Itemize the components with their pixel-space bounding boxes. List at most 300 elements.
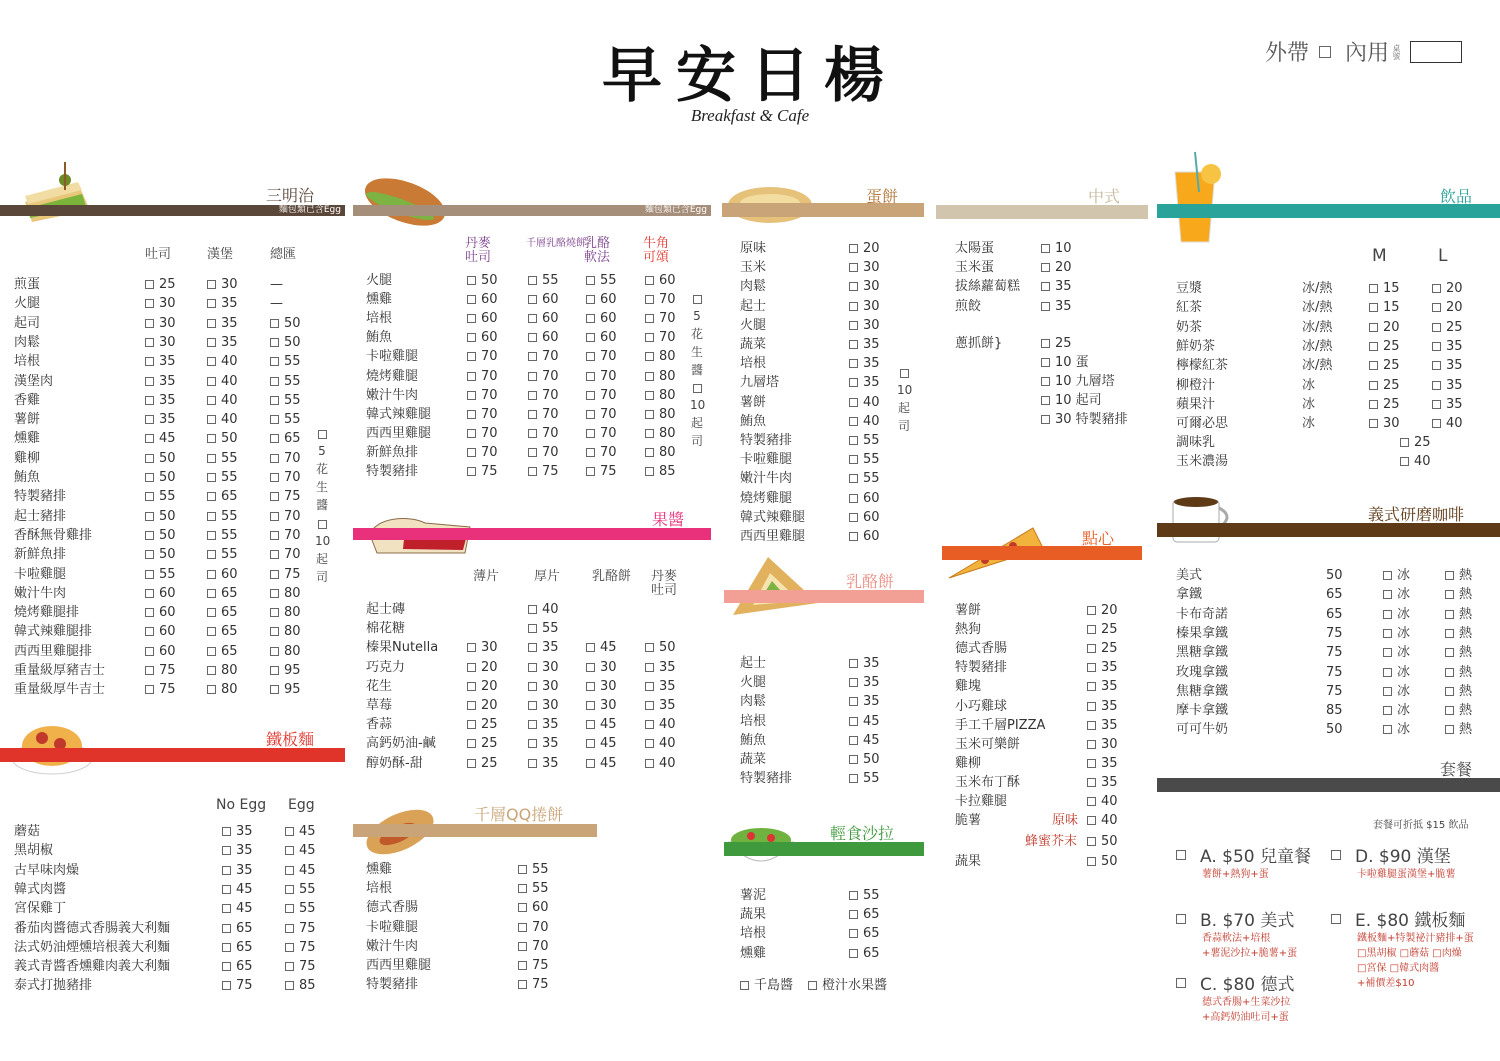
drink-price-m-checkbox[interactable] bbox=[1369, 323, 1378, 332]
sandwich-price[interactable] bbox=[270, 468, 301, 487]
sandwich-price-checkbox[interactable] bbox=[145, 589, 154, 598]
noodle-price-checkbox[interactable] bbox=[285, 866, 294, 875]
sandwich-price[interactable] bbox=[207, 507, 238, 526]
bread-price-checkbox[interactable] bbox=[586, 372, 595, 381]
bread-price-checkbox[interactable] bbox=[586, 276, 595, 285]
sandwich-price-checkbox[interactable] bbox=[207, 396, 216, 405]
jam-price-checkbox[interactable] bbox=[645, 682, 654, 691]
coffee-hot-option-checkbox[interactable] bbox=[1445, 571, 1454, 580]
bread-price-checkbox[interactable] bbox=[645, 295, 654, 304]
coffee-ice-option-checkbox[interactable] bbox=[1383, 706, 1392, 715]
sandwich-price-checkbox[interactable] bbox=[270, 473, 279, 482]
sandwich-price-checkbox[interactable] bbox=[270, 338, 279, 347]
sandwich-price-checkbox[interactable] bbox=[145, 396, 154, 405]
noodle-price-checkbox[interactable] bbox=[222, 962, 231, 971]
bread-price-checkbox[interactable] bbox=[528, 467, 537, 476]
noodle-price-checkbox[interactable] bbox=[285, 962, 294, 971]
drink-price-m-checkbox[interactable] bbox=[1369, 381, 1378, 390]
sandwich-price-checkbox[interactable] bbox=[145, 550, 154, 559]
drink-price-l-checkbox[interactable] bbox=[1432, 284, 1441, 293]
noodle-price-checkbox[interactable] bbox=[222, 866, 231, 875]
sandwich-price[interactable] bbox=[207, 391, 238, 410]
sandwich-price-checkbox[interactable] bbox=[207, 512, 216, 521]
bread-price-checkbox[interactable] bbox=[586, 295, 595, 304]
coffee-ice-option-checkbox[interactable] bbox=[1383, 571, 1392, 580]
cheese-price-checkbox[interactable] bbox=[849, 659, 858, 668]
snack-price-checkbox[interactable] bbox=[1087, 857, 1096, 866]
bread-price-checkbox[interactable] bbox=[645, 410, 654, 419]
snack-price-checkbox[interactable] bbox=[1087, 740, 1096, 749]
egg-price-checkbox[interactable] bbox=[849, 340, 858, 349]
jam-price-checkbox[interactable] bbox=[586, 720, 595, 729]
combo-1[interactable] bbox=[1331, 842, 1455, 882]
drink-price-l-checkbox[interactable] bbox=[1432, 400, 1441, 409]
bread-price-checkbox[interactable] bbox=[528, 410, 537, 419]
sandwich-price-checkbox[interactable] bbox=[207, 492, 216, 501]
salad-price-checkbox[interactable] bbox=[849, 891, 858, 900]
sandwich-price-checkbox[interactable] bbox=[207, 357, 216, 366]
bread-price-checkbox[interactable] bbox=[586, 391, 595, 400]
sandwich-price[interactable] bbox=[145, 314, 176, 333]
sandwich-price-checkbox[interactable] bbox=[145, 357, 154, 366]
jam-price-checkbox[interactable] bbox=[467, 643, 476, 652]
roll-price-checkbox[interactable] bbox=[518, 884, 527, 893]
sandwich-price[interactable] bbox=[270, 372, 301, 391]
salad-price-checkbox[interactable] bbox=[849, 929, 858, 938]
noodle-price-checkbox[interactable] bbox=[222, 885, 231, 894]
table-number-field[interactable] bbox=[1410, 41, 1462, 63]
jam-price-checkbox[interactable] bbox=[467, 759, 476, 768]
sandwich-price-checkbox[interactable] bbox=[270, 492, 279, 501]
coffee-ice-option-checkbox[interactable] bbox=[1383, 629, 1392, 638]
noodle-price-checkbox[interactable] bbox=[285, 904, 294, 913]
sandwich-price[interactable] bbox=[207, 545, 238, 564]
jam-price-checkbox[interactable] bbox=[528, 605, 537, 614]
bread-price-checkbox[interactable] bbox=[586, 314, 595, 323]
sandwich-price-checkbox[interactable] bbox=[207, 550, 216, 559]
sandwich-price[interactable] bbox=[207, 642, 238, 661]
drink-price-m-checkbox[interactable] bbox=[1369, 419, 1378, 428]
cheese-price-checkbox[interactable] bbox=[849, 736, 858, 745]
coffee-hot-option-checkbox[interactable] bbox=[1445, 687, 1454, 696]
drink-price-m-checkbox[interactable] bbox=[1369, 284, 1378, 293]
sandwich-price-checkbox[interactable] bbox=[207, 434, 216, 443]
sandwich-price[interactable] bbox=[270, 352, 301, 371]
roll-price-checkbox[interactable] bbox=[518, 923, 527, 932]
sandwich-price[interactable] bbox=[145, 507, 176, 526]
sandwich-price[interactable] bbox=[145, 661, 176, 680]
sandwich-price[interactable] bbox=[270, 565, 301, 584]
drink-price-l-checkbox[interactable] bbox=[1432, 342, 1441, 351]
sandwich-price[interactable] bbox=[207, 526, 238, 545]
drink-price-l-checkbox[interactable] bbox=[1432, 419, 1441, 428]
combo-checkbox[interactable] bbox=[1176, 850, 1186, 860]
sandwich-price-checkbox[interactable] bbox=[270, 377, 279, 386]
sandwich-price[interactable] bbox=[270, 584, 301, 603]
jam-price-checkbox[interactable] bbox=[645, 643, 654, 652]
sandwich-price-checkbox[interactable] bbox=[207, 454, 216, 463]
combo-0[interactable] bbox=[1176, 842, 1311, 882]
jam-price-checkbox[interactable] bbox=[467, 682, 476, 691]
bread-price-checkbox[interactable] bbox=[528, 372, 537, 381]
scallion-option-checkbox[interactable] bbox=[1041, 415, 1050, 424]
roll-price-checkbox[interactable] bbox=[518, 865, 527, 874]
sandwich-price[interactable] bbox=[207, 622, 238, 641]
bread-price-checkbox[interactable] bbox=[467, 314, 476, 323]
jam-price-checkbox[interactable] bbox=[467, 663, 476, 672]
sandwich-price[interactable] bbox=[270, 680, 301, 699]
roll-price-checkbox[interactable] bbox=[518, 903, 527, 912]
drink-price-m-checkbox[interactable] bbox=[1369, 361, 1378, 370]
coffee-ice-option-checkbox[interactable] bbox=[1383, 590, 1392, 599]
egg-price-checkbox[interactable] bbox=[849, 282, 858, 291]
sandwich-price[interactable] bbox=[145, 526, 176, 545]
bread-price-checkbox[interactable] bbox=[645, 352, 654, 361]
sandwich-price-checkbox[interactable] bbox=[145, 666, 154, 675]
bread-price-checkbox[interactable] bbox=[467, 333, 476, 342]
bread-price-checkbox[interactable] bbox=[586, 448, 595, 457]
dressing-thousand-island-checkbox[interactable] bbox=[740, 981, 749, 990]
sandwich-price[interactable] bbox=[145, 603, 176, 622]
sandwich-price[interactable] bbox=[207, 565, 238, 584]
snack-price-checkbox[interactable] bbox=[1087, 663, 1096, 672]
sandwich-price-checkbox[interactable] bbox=[145, 434, 154, 443]
coffee-hot-option-checkbox[interactable] bbox=[1445, 629, 1454, 638]
sandwich-price-checkbox[interactable] bbox=[270, 319, 279, 328]
sandwich-price[interactable] bbox=[270, 314, 301, 333]
fries-price-honey-checkbox[interactable] bbox=[1087, 837, 1096, 846]
noodle-price-checkbox[interactable] bbox=[222, 846, 231, 855]
sandwich-price[interactable] bbox=[270, 507, 301, 526]
sandwich-price[interactable] bbox=[145, 410, 176, 429]
cheese-price-checkbox[interactable] bbox=[849, 774, 858, 783]
snack-price-checkbox[interactable] bbox=[1087, 606, 1096, 615]
sandwich-price[interactable] bbox=[145, 391, 176, 410]
cheese-price-checkbox[interactable] bbox=[849, 697, 858, 706]
combo-checkbox[interactable] bbox=[1176, 978, 1186, 988]
egg-addon-checkbox[interactable] bbox=[900, 369, 909, 378]
roll-price-checkbox[interactable] bbox=[518, 942, 527, 951]
sandwich-price-checkbox[interactable] bbox=[145, 608, 154, 617]
roll-price-checkbox[interactable] bbox=[518, 980, 527, 989]
noodle-price-checkbox[interactable] bbox=[285, 885, 294, 894]
snack-price-checkbox[interactable] bbox=[1087, 702, 1096, 711]
chinese-price-checkbox[interactable] bbox=[1041, 302, 1050, 311]
chinese-price-checkbox[interactable] bbox=[1041, 282, 1050, 291]
sandwich-price[interactable] bbox=[207, 661, 238, 680]
sandwich-price-checkbox[interactable] bbox=[207, 666, 216, 675]
sandwich-price[interactable] bbox=[145, 545, 176, 564]
egg-price-checkbox[interactable] bbox=[849, 417, 858, 426]
drink-price-checkbox[interactable] bbox=[1400, 438, 1409, 447]
sandwich-price-checkbox[interactable] bbox=[270, 512, 279, 521]
drink-price-m-checkbox[interactable] bbox=[1369, 342, 1378, 351]
salad-price-checkbox[interactable] bbox=[849, 910, 858, 919]
sandwich-price[interactable] bbox=[145, 487, 176, 506]
egg-price-checkbox[interactable] bbox=[849, 513, 858, 522]
sandwich-price[interactable] bbox=[270, 545, 301, 564]
sandwich-price-checkbox[interactable] bbox=[145, 299, 154, 308]
noodle-price-checkbox[interactable] bbox=[222, 924, 231, 933]
sandwich-price-checkbox[interactable] bbox=[207, 319, 216, 328]
jam-price-checkbox[interactable] bbox=[645, 720, 654, 729]
sandwich-price[interactable] bbox=[270, 603, 301, 622]
egg-price-checkbox[interactable] bbox=[849, 302, 858, 311]
bread-price-checkbox[interactable] bbox=[467, 276, 476, 285]
jam-price-checkbox[interactable] bbox=[586, 739, 595, 748]
jam-price-checkbox[interactable] bbox=[528, 739, 537, 748]
bread-price-checkbox[interactable] bbox=[586, 429, 595, 438]
noodle-price-checkbox[interactable] bbox=[285, 981, 294, 990]
jam-price-checkbox[interactable] bbox=[645, 739, 654, 748]
sandwich-price[interactable] bbox=[207, 449, 238, 468]
sandwich-price-checkbox[interactable] bbox=[145, 512, 154, 521]
bread-price-checkbox[interactable] bbox=[528, 276, 537, 285]
jam-price-checkbox[interactable] bbox=[586, 701, 595, 710]
bread-price-checkbox[interactable] bbox=[528, 295, 537, 304]
combo-4[interactable] bbox=[1176, 970, 1295, 1025]
egg-price-checkbox[interactable] bbox=[849, 244, 858, 253]
sandwich-price[interactable] bbox=[270, 526, 301, 545]
sandwich-price[interactable] bbox=[270, 622, 301, 641]
bread-price-checkbox[interactable] bbox=[645, 372, 654, 381]
drink-price-l-checkbox[interactable] bbox=[1432, 323, 1441, 332]
sandwich-price[interactable] bbox=[145, 372, 176, 391]
coffee-hot-option-checkbox[interactable] bbox=[1445, 706, 1454, 715]
sandwich-price-checkbox[interactable] bbox=[145, 531, 154, 540]
bread-price-checkbox[interactable] bbox=[467, 372, 476, 381]
sandwich-price[interactable] bbox=[207, 410, 238, 429]
egg-price-checkbox[interactable] bbox=[849, 398, 858, 407]
sandwich-price[interactable] bbox=[207, 314, 238, 333]
drink-price-l-checkbox[interactable] bbox=[1432, 381, 1441, 390]
sandwich-price[interactable] bbox=[145, 294, 176, 313]
cheese-price-checkbox[interactable] bbox=[849, 717, 858, 726]
sandwich-price-checkbox[interactable] bbox=[207, 531, 216, 540]
jam-price-checkbox[interactable] bbox=[645, 663, 654, 672]
snack-price-checkbox[interactable] bbox=[1087, 797, 1096, 806]
coffee-hot-option-checkbox[interactable] bbox=[1445, 590, 1454, 599]
sandwich-price-checkbox[interactable] bbox=[145, 685, 154, 694]
egg-price-checkbox[interactable] bbox=[849, 474, 858, 483]
jam-price-checkbox[interactable] bbox=[586, 759, 595, 768]
dressing-orange-checkbox[interactable] bbox=[808, 981, 817, 990]
sandwich-price-checkbox[interactable] bbox=[145, 492, 154, 501]
sandwich-price-checkbox[interactable] bbox=[145, 454, 154, 463]
bread-price-checkbox[interactable] bbox=[467, 295, 476, 304]
drink-price-m-checkbox[interactable] bbox=[1369, 400, 1378, 409]
sandwich-price[interactable] bbox=[145, 584, 176, 603]
sandwich-price-checkbox[interactable] bbox=[270, 396, 279, 405]
sandwich-price-checkbox[interactable] bbox=[270, 570, 279, 579]
jam-price-checkbox[interactable] bbox=[528, 701, 537, 710]
sandwich-price[interactable] bbox=[270, 487, 301, 506]
sandwich-price[interactable] bbox=[270, 449, 301, 468]
egg-price-checkbox[interactable] bbox=[849, 359, 858, 368]
scallion-option-checkbox[interactable] bbox=[1041, 358, 1050, 367]
bread-price-checkbox[interactable] bbox=[467, 391, 476, 400]
jam-price-checkbox[interactable] bbox=[528, 663, 537, 672]
sandwich-price-checkbox[interactable] bbox=[145, 280, 154, 289]
sandwich-price[interactable] bbox=[270, 661, 301, 680]
sandwich-price-checkbox[interactable] bbox=[270, 608, 279, 617]
sandwich-price[interactable] bbox=[207, 603, 238, 622]
sandwich-price[interactable] bbox=[207, 372, 238, 391]
snack-price-checkbox[interactable] bbox=[1087, 778, 1096, 787]
egg-price-checkbox[interactable] bbox=[849, 455, 858, 464]
sandwich-price[interactable] bbox=[207, 275, 238, 294]
drink-price-l-checkbox[interactable] bbox=[1432, 303, 1441, 312]
sandwich-price[interactable] bbox=[207, 487, 238, 506]
noodle-price-checkbox[interactable] bbox=[285, 846, 294, 855]
bread-price-checkbox[interactable] bbox=[586, 410, 595, 419]
snack-price-checkbox[interactable] bbox=[1087, 644, 1096, 653]
sandwich-price-checkbox[interactable] bbox=[145, 570, 154, 579]
sandwich-price-checkbox[interactable] bbox=[270, 666, 279, 675]
sandwich-addon-checkbox[interactable] bbox=[318, 430, 327, 439]
drink-price-l-checkbox[interactable] bbox=[1432, 361, 1441, 370]
cheese-price-checkbox[interactable] bbox=[849, 755, 858, 764]
egg-price-checkbox[interactable] bbox=[849, 494, 858, 503]
coffee-ice-option-checkbox[interactable] bbox=[1383, 648, 1392, 657]
sandwich-price[interactable] bbox=[145, 468, 176, 487]
combo-3[interactable] bbox=[1331, 906, 1474, 991]
sandwich-price-checkbox[interactable] bbox=[207, 589, 216, 598]
snack-price-checkbox[interactable] bbox=[1087, 759, 1096, 768]
bread-price-checkbox[interactable] bbox=[528, 333, 537, 342]
sandwich-price-checkbox[interactable] bbox=[207, 570, 216, 579]
coffee-hot-option-checkbox[interactable] bbox=[1445, 610, 1454, 619]
sandwich-price-checkbox[interactable] bbox=[207, 647, 216, 656]
sandwich-addon2-checkbox[interactable] bbox=[318, 520, 327, 529]
sandwich-price-checkbox[interactable] bbox=[270, 415, 279, 424]
takeout-checkbox[interactable] bbox=[1319, 46, 1331, 58]
sandwich-price[interactable] bbox=[207, 352, 238, 371]
noodle-price-checkbox[interactable] bbox=[222, 904, 231, 913]
combo-checkbox[interactable] bbox=[1331, 850, 1341, 860]
sandwich-price-checkbox[interactable] bbox=[270, 434, 279, 443]
combo-2[interactable] bbox=[1176, 906, 1297, 961]
sandwich-price-checkbox[interactable] bbox=[270, 589, 279, 598]
noodle-price-checkbox[interactable] bbox=[285, 943, 294, 952]
sandwich-price-checkbox[interactable] bbox=[270, 454, 279, 463]
bread-price-checkbox[interactable] bbox=[645, 391, 654, 400]
egg-price-checkbox[interactable] bbox=[849, 378, 858, 387]
sandwich-price-checkbox[interactable] bbox=[270, 627, 279, 636]
sandwich-price[interactable] bbox=[145, 565, 176, 584]
sandwich-price-checkbox[interactable] bbox=[145, 377, 154, 386]
jam-price-checkbox[interactable] bbox=[645, 759, 654, 768]
sandwich-price-checkbox[interactable] bbox=[270, 531, 279, 540]
bread-price-checkbox[interactable] bbox=[467, 410, 476, 419]
jam-price-checkbox[interactable] bbox=[467, 720, 476, 729]
noodle-price-checkbox[interactable] bbox=[285, 827, 294, 836]
bread-price-checkbox[interactable] bbox=[645, 333, 654, 342]
bread-price-checkbox[interactable] bbox=[467, 352, 476, 361]
sandwich-price-checkbox[interactable] bbox=[145, 627, 154, 636]
bread-price-checkbox[interactable] bbox=[528, 391, 537, 400]
chinese-price-checkbox[interactable] bbox=[1041, 244, 1050, 253]
sandwich-price-checkbox[interactable] bbox=[145, 319, 154, 328]
bread-price-checkbox[interactable] bbox=[645, 276, 654, 285]
sandwich-price[interactable] bbox=[207, 429, 238, 448]
cheese-price-checkbox[interactable] bbox=[849, 678, 858, 687]
bread-addon2-checkbox[interactable] bbox=[693, 384, 702, 393]
jam-price-checkbox[interactable] bbox=[467, 739, 476, 748]
snack-price-checkbox[interactable] bbox=[1087, 682, 1096, 691]
combo-checkbox[interactable] bbox=[1331, 914, 1341, 924]
bread-price-checkbox[interactable] bbox=[528, 429, 537, 438]
sandwich-price-checkbox[interactable] bbox=[207, 415, 216, 424]
roll-price-checkbox[interactable] bbox=[518, 961, 527, 970]
snack-price-checkbox[interactable] bbox=[1087, 625, 1096, 634]
jam-price-checkbox[interactable] bbox=[586, 643, 595, 652]
jam-price-checkbox[interactable] bbox=[586, 682, 595, 691]
jam-price-checkbox[interactable] bbox=[467, 701, 476, 710]
sandwich-price[interactable] bbox=[145, 622, 176, 641]
sandwich-price[interactable] bbox=[145, 275, 176, 294]
sandwich-price[interactable] bbox=[270, 391, 301, 410]
bread-price-checkbox[interactable] bbox=[645, 429, 654, 438]
salad-price-checkbox[interactable] bbox=[849, 949, 858, 958]
sandwich-price[interactable] bbox=[145, 333, 176, 352]
jam-price-checkbox[interactable] bbox=[528, 720, 537, 729]
drink-price-checkbox[interactable] bbox=[1400, 457, 1409, 466]
jam-price-checkbox[interactable] bbox=[528, 759, 537, 768]
bread-price-checkbox[interactable] bbox=[528, 314, 537, 323]
snack-price-checkbox[interactable] bbox=[1087, 721, 1096, 730]
bread-price-checkbox[interactable] bbox=[645, 467, 654, 476]
sandwich-price-checkbox[interactable] bbox=[207, 685, 216, 694]
egg-price-checkbox[interactable] bbox=[849, 436, 858, 445]
sandwich-price[interactable] bbox=[207, 294, 238, 313]
chinese-price-checkbox[interactable] bbox=[1041, 263, 1050, 272]
egg-price-checkbox[interactable] bbox=[849, 321, 858, 330]
bread-addon-checkbox[interactable] bbox=[693, 295, 702, 304]
sandwich-price-checkbox[interactable] bbox=[145, 473, 154, 482]
bread-price-checkbox[interactable] bbox=[586, 333, 595, 342]
sandwich-price-checkbox[interactable] bbox=[207, 377, 216, 386]
sandwich-price[interactable] bbox=[270, 429, 301, 448]
scallion-option-checkbox[interactable] bbox=[1041, 377, 1050, 386]
coffee-ice-option-checkbox[interactable] bbox=[1383, 668, 1392, 677]
sandwich-price[interactable] bbox=[270, 333, 301, 352]
egg-price-checkbox[interactable] bbox=[849, 532, 858, 541]
coffee-ice-option-checkbox[interactable] bbox=[1383, 610, 1392, 619]
coffee-hot-option-checkbox[interactable] bbox=[1445, 725, 1454, 734]
noodle-price-checkbox[interactable] bbox=[222, 943, 231, 952]
jam-price-checkbox[interactable] bbox=[528, 624, 537, 633]
bread-price-checkbox[interactable] bbox=[645, 448, 654, 457]
bread-price-checkbox[interactable] bbox=[528, 352, 537, 361]
sandwich-price-checkbox[interactable] bbox=[270, 357, 279, 366]
sandwich-price-checkbox[interactable] bbox=[207, 627, 216, 636]
bread-price-checkbox[interactable] bbox=[586, 352, 595, 361]
egg-price-checkbox[interactable] bbox=[849, 263, 858, 272]
sandwich-price[interactable] bbox=[145, 352, 176, 371]
bread-price-checkbox[interactable] bbox=[467, 467, 476, 476]
noodle-price-checkbox[interactable] bbox=[285, 924, 294, 933]
sandwich-price[interactable] bbox=[145, 449, 176, 468]
noodle-price-checkbox[interactable] bbox=[222, 981, 231, 990]
jam-price-checkbox[interactable] bbox=[586, 663, 595, 672]
sandwich-price-checkbox[interactable] bbox=[145, 338, 154, 347]
bread-price-checkbox[interactable] bbox=[586, 467, 595, 476]
sandwich-price-checkbox[interactable] bbox=[145, 647, 154, 656]
sandwich-price-checkbox[interactable] bbox=[207, 299, 216, 308]
sandwich-price-checkbox[interactable] bbox=[270, 550, 279, 559]
sandwich-price[interactable] bbox=[270, 410, 301, 429]
